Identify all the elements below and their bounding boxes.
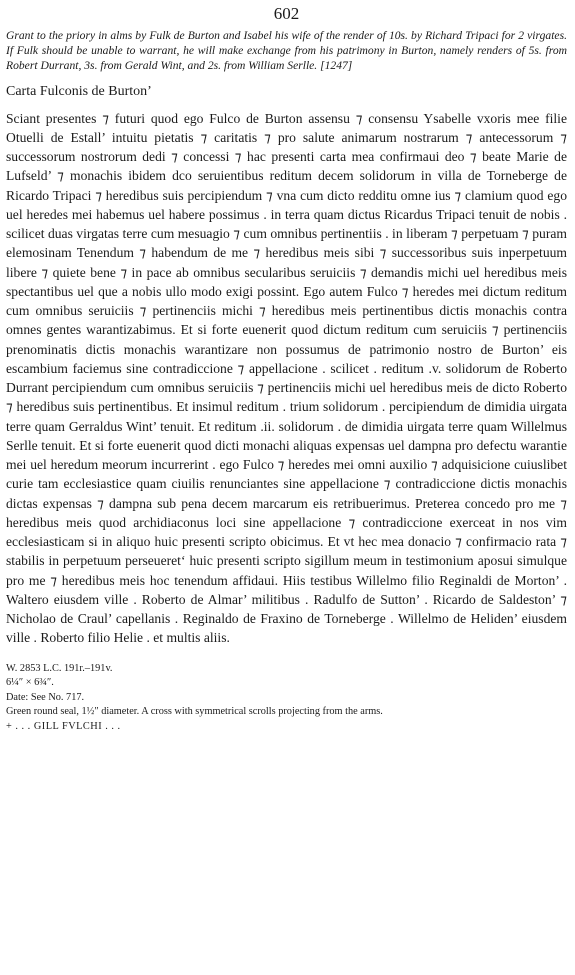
charter-text: Sciant presentes ⁊ futuri quod ego Fulco de Burton assensu ⁊ consensu Ysabelle vxoris mee filie Otuelli de Estall’ intuitu pietatis ⁊ caritatis ⁊ pro salute animarum nostrarum ⁊ antecessorum ⁊ successorum nostrorum dedi ⁊ concessi ⁊ hac presenti carta mea confirmaui deo ⁊ beate Marie de Lufseld’ ⁊ monachis ibidem dco seruientibus reditum decem solidorum in villa de Torneberge de Ricardo Tripaci ⁊ heredibus suis percipiendum ⁊ vna cum dicto redditu omne ius ⁊ clamium quod ego uel heredes mei habemus uel habere possimus . in terra quam dictus Ricardus Tripaci tenuit de nobis . scilicet duas virgatas terre cum mesuagio ⁊ cum omnibus pertinentiis . in liberam ⁊ perpetuam ⁊ puram elemosinam Tenendum ⁊ habendum de me ⁊ heredibus meis sibi ⁊ successoribus suis inperpetuum libere ⁊ quiete bene ⁊ in pace ab omnibus secularibus seruiciis ⁊ demandis michi uel heredibus meis spectantibus uel que a nobis ullo modo exigi possint. Ego autem Fulco ⁊ heredes mei dictum reditum cum omnibus seruiciis ⁊ pertinenciis michi ⁊ heredibus meis pertinentibus dictis monachis contra omnes gentes warantizabimus. Et si forte euenerit quod dictum reditum cum seruiciis ⁊ pertinenciis prenominatis dictis monachis warantizare non possumus de patrimonio nostro de Burton’ eis escambium faciemus sine contradiccione ⁊ appellacione . scilicet . reditum .v. solidorum de Roberto Durrant percipiendum cum omnibus seruiciis ⁊ pertinenciis michi uel heredibus meis de dicto Roberto ⁊ heredibus suis pertinentibus. Et insimul reditum . trium solidorum . percipiendum de dimidia uirgata terre quam Gerraldus Wint’ tenuit. Et reditum .ii. solidorum . de dimidia uirgata terre quam Willelmus Serlle tenuit. Et si forte euenerit quod dicti monachi aliquas expensas uel dampna pro defectu warantie mei uel heredum meorum incurrerint . ego Fulco ⁊ heredes mei omni auxilio ⁊ adquisicione cuiuslibet curie tam ecclesiastice quam ciuilis renunciantes sine appellacione ⁊ contradiccione dictis monachis dictas expensas ⁊ dampna sub pena decem marcarum eis retribuerimus. Preterea concedo pro me ⁊ heredibus meis quod archidiaconus loci sine appellacione ⁊ contradiccione exerceat in nos vim ecclesiasticam si in aliquo huic presenti scripto obicimus. Et vt hec mea donacio ⁊ confirmacio rata ⁊ stabilis in perpetuum perseueret‘ huic presenti scripto sigillum meum in testimonium aposui simulque pro me ⁊ heredibus meis hoc tenendum affidaui. Hiis testibus Willelmo filio Reginaldi de Morton’ . Waltero eiusdem ville . Roberto de Almar’ militibus . Radulfo de Sutton’ . Ricardo de Saldeston’ ⁊ Nicholao de Craul’ capellanis . Reginaldo de Fraxino de Torneberge . Willelmo de Heliden’ eiusdem ville . Roberto filio Helie . et multis aliis.: [6, 110, 567, 646]
reference-line: W. 2853 L.C. 191r.–191v.: [6, 662, 113, 674]
seal-description: Green round seal, 1½″ diameter. A cross with symmetrical scrolls projecting from the arms.: [6, 706, 383, 718]
charter-summary: Grant to the priory in alms by Fulk de Burton and Isabel his wife of the render of 10s. by Richard Tripaci for 2 virgates. If Fulk should be unable to warrant, he will make exchange from his patrimony in Burton, namely renders of 5s. from Robert Durrant, 3s. from Gerald Wint, and 2s. from William Serlle. [1247]: [6, 29, 567, 73]
seal-legend: + . . . GILL FVLCHI . . .: [6, 720, 121, 732]
page-number: 602: [273, 4, 300, 23]
dimensions-line: 6¼″ × 6¾″.: [6, 677, 54, 689]
date-note: Date: See No. 717.: [6, 691, 85, 703]
charter-heading: Carta Fulconis de Burton’: [6, 83, 152, 99]
archival-notes: [6, 662, 567, 735]
